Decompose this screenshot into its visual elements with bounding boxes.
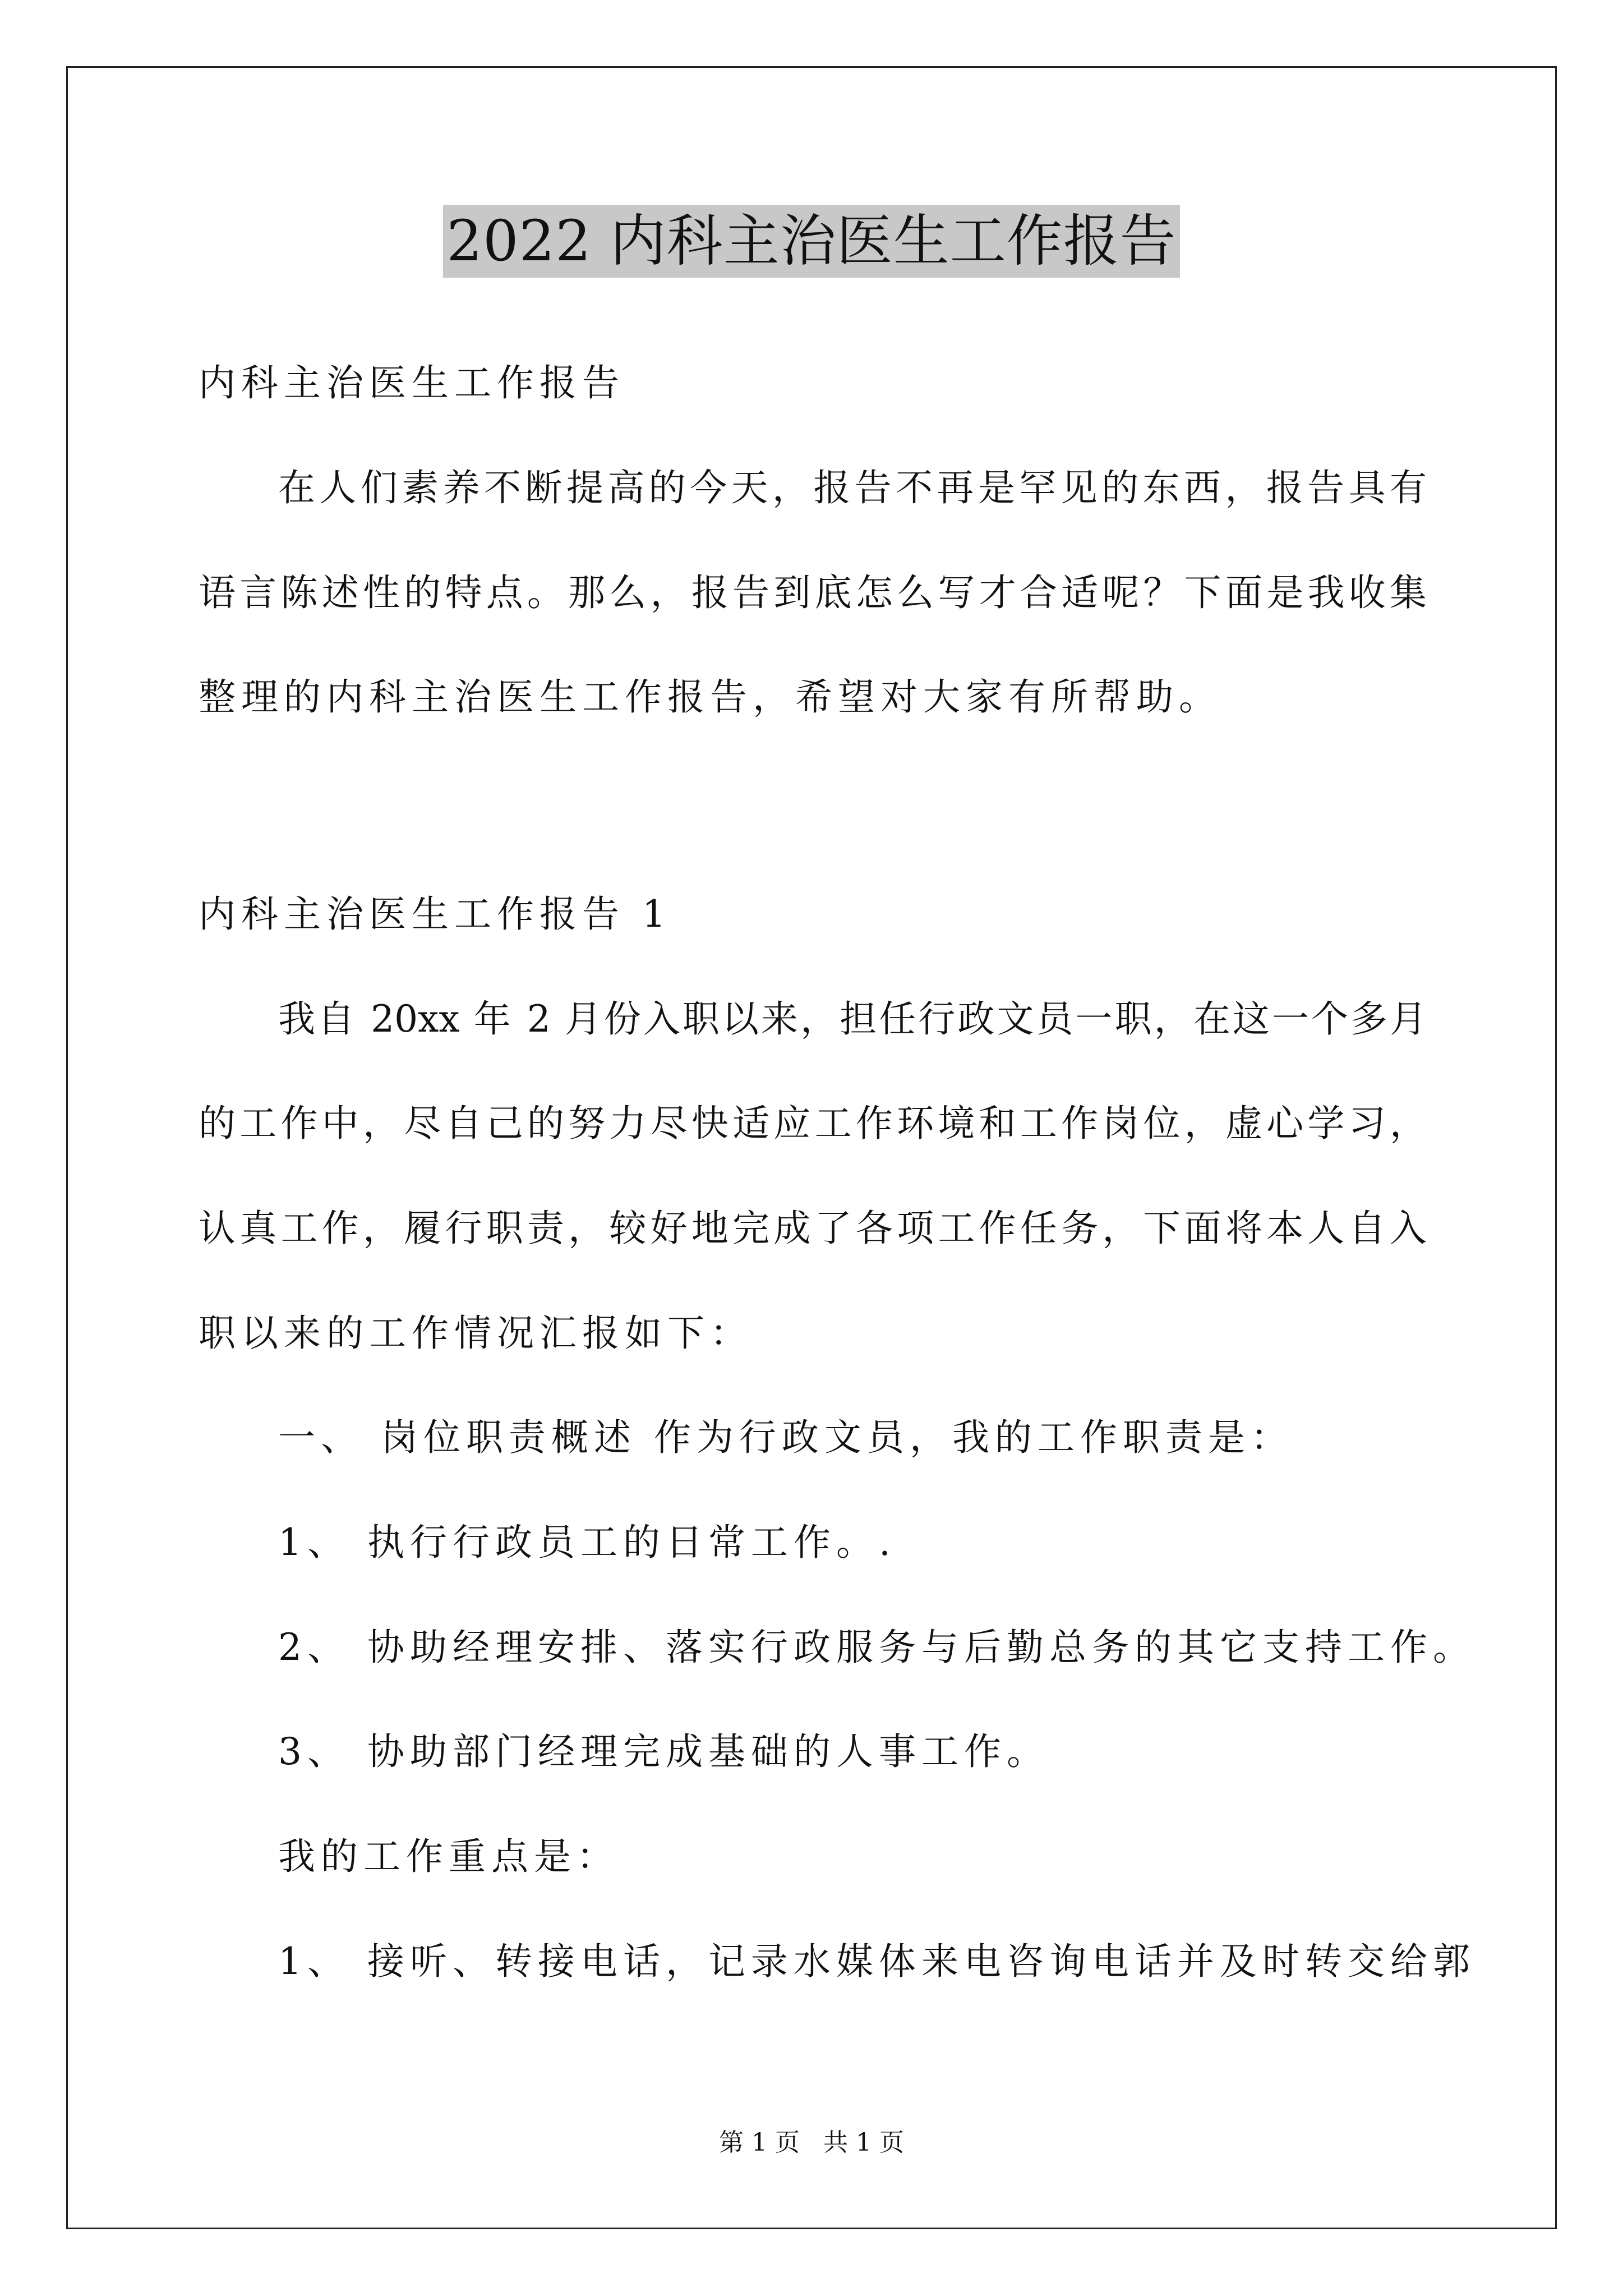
- duty-item-3: 3、 协助部门经理完成基础的人事工作。: [278, 1730, 1049, 1773]
- document-subtitle: 内科主治医生工作报告: [199, 361, 625, 404]
- duty-item-2: 2、 协助经理安排、落实行政服务与后勤总务的其它支持工作。: [278, 1626, 1476, 1669]
- section-heading: 内科主治医生工作报告 1: [199, 892, 671, 936]
- intro-line-2: 语言陈述性的特点。那么，报告到底怎么写才合适呢？下面是我收集: [199, 571, 1427, 614]
- page-total: 共 1 页: [823, 2128, 904, 2157]
- body-line-1: 我自 20xx 年 2 月份入职以来，担任行政文员一职，在这一个多月: [278, 997, 1427, 1041]
- body-line-3: 认真工作，履行职责，较好地完成了各项工作任务，下面将本人自入: [199, 1207, 1427, 1250]
- intro-line-3: 整理的内科主治医生工作报告，希望对大家有所帮助。: [199, 675, 1221, 719]
- document-title: 2022 内科主治医生工作报告: [443, 205, 1179, 278]
- body-line-2: 的工作中，尽自己的努力尽快适应工作环境和工作岗位，虚心学习，: [199, 1102, 1427, 1145]
- focus-item-1: 1、 接听、转接电话，记录水媒体来电咨询电话并及时转交给郭: [278, 1940, 1476, 1983]
- title-container: [0, 205, 1623, 278]
- duties-heading: 一、 岗位职责概述 作为行政文员，我的工作职责是：: [278, 1416, 1293, 1459]
- body-line-4: 职以来的工作情况汇报如下：: [199, 1312, 753, 1355]
- page-footer: [0, 2126, 1623, 2160]
- focus-heading: 我的工作重点是：: [278, 1835, 619, 1878]
- duty-item-1: 1、 执行行政员工的日常工作。.: [278, 1521, 896, 1564]
- page-number: 第 1 页: [719, 2128, 800, 2157]
- intro-line-1: 在人们素养不断提高的今天，报告不再是罕见的东西，报告具有: [278, 466, 1427, 509]
